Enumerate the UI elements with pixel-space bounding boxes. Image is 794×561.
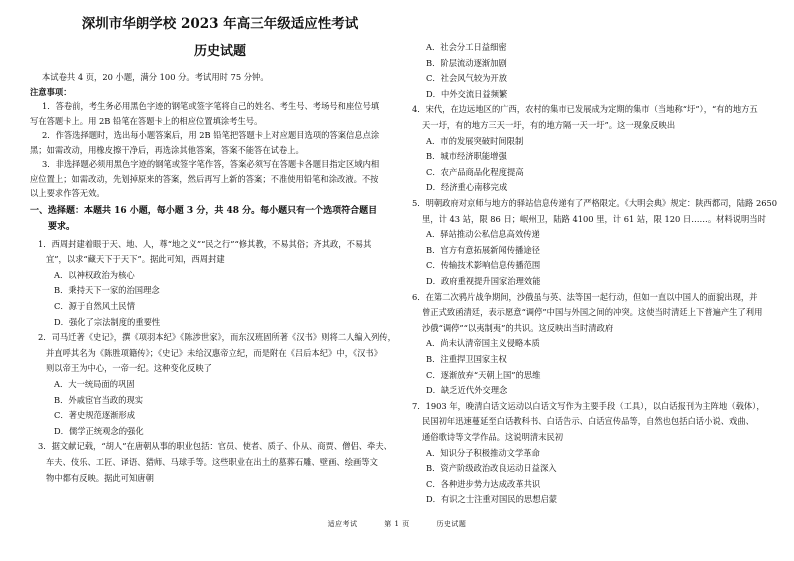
exam-intro: 本试卷共 4 页，20 小题，满分 100 分。考试用时 75 分钟。 [42, 72, 269, 82]
question-text: 车夫、伎乐、工匠、译语、猎师、马球手等。这些职业在出土的墓葬石雕、壁画、绘画等文 [46, 456, 378, 467]
notice-line: 黑；如需改动，用橡皮擦干净后，再选涂其他答案，答案不能答在试卷上。 [30, 144, 304, 155]
notice-line: 写在答题卡上。用 2B 铅笔在答题卡上的相应位置填涂考生号。 [30, 115, 263, 126]
answer-option: A．大一统局面的巩固 [54, 378, 135, 389]
section-heading-cont: 要求。 [48, 221, 76, 232]
notice-heading: 注意事项： [30, 87, 72, 97]
answer-option: B．官方有意拓展新闻传播途径 [426, 244, 540, 255]
answer-option: D．有识之士注重对国民的思想启蒙 [426, 494, 558, 505]
answer-option: B．外戚宦官当政的现实 [54, 394, 144, 405]
question-text: 曾正式致函清廷，表示愿意“调停”中国与外国之间的冲突。这使当时清廷上下普遍产生了利用 [422, 307, 763, 318]
question-text: 宜”，以求“藏天下于天下”。据此可知，西周封建 [46, 254, 225, 265]
answer-option: A．社会分工日益细密 [426, 42, 507, 52]
answer-option: D．中外交流日益频繁 [426, 88, 508, 99]
footer-page-number: 第 1 页 [384, 520, 410, 528]
question-text: 物中都有反映。据此可知唐朝 [46, 472, 154, 483]
question-text: 里，计 43 站，限 86 日；岷州卫，陆路 4100 里，计 61 站，限 120 日……。材料说明当时 [422, 213, 766, 224]
answer-option: A．市的发展突破时间限制 [426, 135, 524, 146]
notice-line: 以上要求作答无效。 [30, 188, 105, 198]
page-footer [0, 519, 794, 529]
answer-option: C．著史规范逐渐形成 [54, 410, 136, 421]
footer-exam: 适应考试 [327, 520, 358, 528]
answer-option: B．秉持天下一家的治国理念 [54, 285, 160, 296]
answer-option: D．强化了宗法制度的重要性 [54, 316, 161, 327]
question-text: 则以帝王为中心，一帝一纪。这种变化反映了 [46, 363, 212, 374]
question-text: 民国初年迅速蔓延至白话教科书、白话告示、白话宣传品等，自然也包括白话小说、戏曲、 [422, 416, 754, 427]
exam-subtitle: 历史试题 [193, 44, 246, 59]
question-text: 6．在第二次鸦片战争期间，沙俄虽与英、法等国一起行动，但如一直以中国人的面貌出现，并 [412, 291, 758, 302]
question-text: 天一圩，有的地方三天一圩，有的地方隔一天一圩”。这一现象反映出 [422, 120, 676, 130]
notice-line: 1．答卷前，考生务必用黑色字迹的钢笔或签字笔将自己的姓名、考生号、考场号和座位号填 [42, 101, 380, 111]
exam-title: 深圳市华朗学校 2023 年高三年级适应性考试 [81, 16, 359, 32]
answer-option: A．以神权政治为核心 [54, 269, 135, 280]
answer-option: D．政府重视提升国家治理效能 [426, 276, 541, 286]
notice-line: 2．作答选择题时，选出每小题答案后，用 2B 铅笔把答题卡上对应题目选项的答案信息点涂 [42, 130, 380, 140]
question-text: 4．宋代，在边远地区的广西，农村的集市已发展成为定期的集市（当地称“圩”），“有的地方五 [412, 104, 758, 115]
answer-option: A．驿站推动公私信息高效传递 [426, 229, 540, 240]
question-text: 7．1903 年，晚清白话文运动以白话文写作为主要手段（工具），以白话报刊为主阵地（载体）， [412, 400, 765, 411]
answer-option: A．知识分子积极推动文学革命 [426, 447, 540, 458]
answer-option: B．注重捍卫国家主权 [426, 354, 507, 364]
answer-option: C．传输技术影响信息传播范围 [426, 260, 541, 271]
answer-option: A．尚未认清帝国主义侵略本质 [426, 338, 540, 349]
notice-line: 3．非选择题必须用黑色字迹的钢笔或签字笔作答，答案必须写在答题卡各题目指定区域内相 [42, 159, 380, 169]
answer-option: C．农产品商品化程度提高 [426, 166, 524, 177]
answer-option: B．城市经济职能增强 [426, 151, 507, 162]
answer-option: C．各种进步势力达成改革共识 [426, 478, 541, 489]
answer-option: C．源于自然风土民情 [54, 300, 136, 311]
answer-option: B．资产阶级政治改良运动日益深入 [426, 463, 557, 474]
question-text: 2．司马迁著《史记》，撰《项羽本纪》《陈涉世家》，而东汉班固所著《汉书》则将二人编入列传， [38, 332, 396, 343]
answer-option: C．逐渐放弃“天朝上国”的思维 [426, 369, 541, 380]
footer-subject: 历史试题 [436, 520, 467, 528]
question-text: 5．明朝政府对京师与地方的驿站信息传递有了严格限定。《大明会典》规定：陕西都司，陆路 2650 [412, 198, 778, 208]
answer-option: C．社会风气较为开放 [426, 73, 508, 84]
notice-line: 应位置上；如需改动，先划掉原来的答案，然后再写上新的答案；不准使用铅笔和涂改液。不按 [30, 173, 379, 184]
question-text: 通俗歌诗等文学作品。这说明清末民初 [422, 432, 564, 442]
answer-option: B．阶层流动逐渐加剧 [426, 57, 507, 68]
answer-option: D．缺乏近代外交理念 [426, 385, 508, 396]
question-text: 1．西周封建着眼于天、地、人，尊“地之义”“民之行”“修其教，不易其俗；齐其政，不易其 [38, 238, 372, 249]
question-text: 3．据文献记载，“胡人”在唐朝从事的职业包括：官员、使者、质子、仆从、商贾、僧侣、牵夫、 [38, 441, 392, 452]
question-text: 沙俄“调停”“以夷制夷”的共识。这反映出当时清政府 [422, 322, 614, 333]
answer-option: D．经济重心南移完成 [426, 182, 508, 193]
answer-option: D．儒学正统观念的强化 [54, 425, 144, 436]
question-text: 并直呼其名为《陈胜项籍传》；《史记》未给汉惠帝立纪，而是附在《吕后本纪》中，《汉书》 [46, 347, 383, 358]
section-heading: 一、选择题：本题共 16 小题，每小题 3 分，共 48 分。每小题只有一个选项符合题目 [30, 205, 378, 216]
